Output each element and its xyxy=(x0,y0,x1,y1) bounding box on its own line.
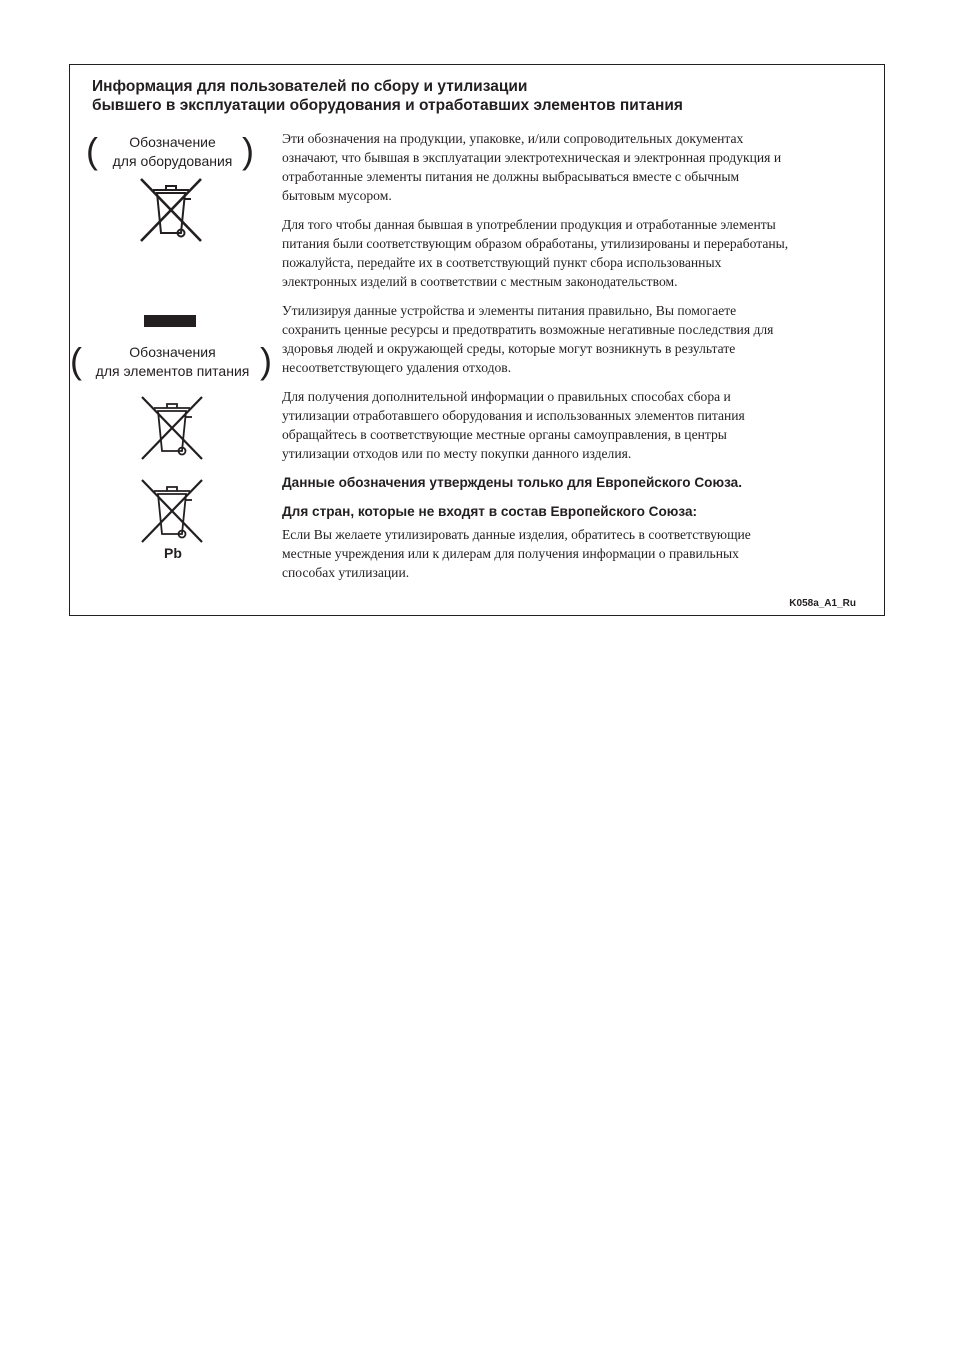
text-line: Утилизируя данные устройства и элементы питания правильно, Вы помогаете xyxy=(282,303,737,318)
text-line: Для получения дополнительной информации о правильных способах сбора и xyxy=(282,389,731,404)
battery-caption-line-1: Обозначения xyxy=(129,344,216,360)
notice-box xyxy=(69,64,885,616)
eu-only-statement: Данные обозначения утверждены только для Европейского Союза. xyxy=(282,475,742,490)
paragraph-5 xyxy=(282,525,872,582)
notice-body xyxy=(282,129,872,592)
right-paren: ) xyxy=(242,130,254,171)
left-paren: ( xyxy=(70,340,82,381)
symbols-column xyxy=(70,125,275,565)
crossed-wheelie-bin-icon xyxy=(139,177,203,243)
text-line: способах утилизации. xyxy=(282,565,410,580)
paragraph-2 xyxy=(282,215,872,291)
text-line: Эти обозначения на продукции, упаковке, и/или сопроводительных документах xyxy=(282,131,744,146)
text-line: бытовым мусором. xyxy=(282,188,392,203)
right-paren: ) xyxy=(260,340,272,381)
paragraph-3 xyxy=(282,301,872,377)
battery-caption-line-2: для элементов питания xyxy=(95,363,250,379)
text-line: несоответствующего удаления отходов. xyxy=(282,360,512,375)
crossed-wheelie-bin-icon xyxy=(140,395,204,461)
equipment-caption-line-1: Обозначение xyxy=(129,134,216,150)
left-paren: ( xyxy=(86,130,98,171)
title-line-1: Информация для пользователей по сбору и утилизации xyxy=(92,78,528,95)
pb-label: Pb xyxy=(164,545,182,561)
text-line: пожалуйста, передайте их в соответствующий пункт сбора использованных xyxy=(282,255,722,270)
crossed-wheelie-bin-icon xyxy=(140,478,204,544)
text-line: Если Вы желаете утилизировать данные изделия, обратитесь в соответствующие xyxy=(282,527,751,542)
paragraph-4 xyxy=(282,387,872,463)
document-code: K058a_A1_Ru xyxy=(789,598,856,609)
text-line: означают, что бывшая в эксплуатации электротехническая и электронная продукция и xyxy=(282,150,782,165)
text-line: местные учреждения или к дилерам для получения информации о правильных xyxy=(282,546,739,561)
title-line-2: бывшего в эксплуатации оборудования и отработавших элементов питания xyxy=(92,97,683,114)
text-line: утилизации отходов или по месту покупки данного изделия. xyxy=(282,446,632,461)
battery-caption xyxy=(70,340,275,381)
text-line: утилизации отработавшего оборудования и использованных элементов питания xyxy=(282,408,745,423)
equipment-caption-line-2: для оборудования xyxy=(112,153,233,169)
black-bar xyxy=(144,315,196,327)
text-line: здоровья людей и окружающей среды, которые могут возникнуть в результате xyxy=(282,341,736,356)
text-line: обращайтесь в соответствующие местные органы самоуправления, в центры xyxy=(282,427,727,442)
text-line: питания были соответствующим образом обработаны, утилизированы и переработаны, xyxy=(282,236,789,251)
text-line: сохранить ценные ресурсы и предотвратить возможные негативные последствия для xyxy=(282,322,774,337)
notice-title xyxy=(92,77,872,115)
text-line: Для того чтобы данная бывшая в употреблении продукция и отработанные элементы xyxy=(282,217,776,232)
text-line: электронных изделий в соответствии с местным законодательством. xyxy=(282,274,678,289)
text-line: отработанные элементы питания не должны выбрасываться вместе с обычным xyxy=(282,169,740,184)
paragraph-1 xyxy=(282,129,872,205)
non-eu-heading: Для стран, которые не входят в состав Европейского Союза: xyxy=(282,504,698,519)
